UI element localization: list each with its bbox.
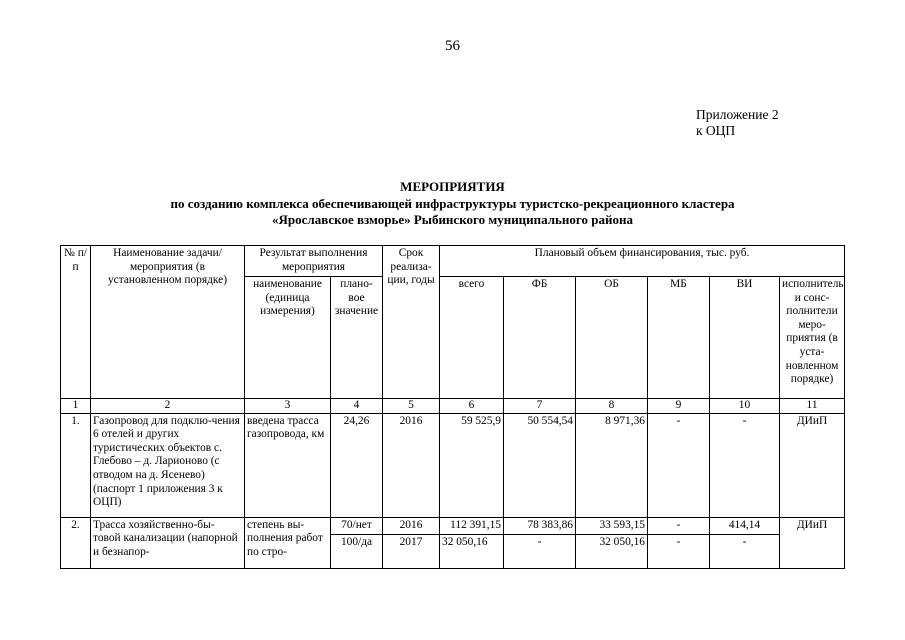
row-result-name: введена трасса газопровода, км <box>245 413 331 517</box>
row-mb: - <box>648 534 710 568</box>
row-plan: 70/нет <box>331 517 383 534</box>
col-number: 8 <box>576 399 648 414</box>
row-ob: 32 050,16 <box>576 534 648 568</box>
col-number: 11 <box>780 399 845 414</box>
row-name: Газопровод для подклю-чения 6 отелей и других туристических объектов с. Глебово – д. Ларионово (с отводом на д. Ясенево) (паспорт 1 приложения 3 к ОЦП) <box>91 413 245 517</box>
appendix-line-1: Приложение 2 <box>696 107 779 122</box>
col-number: 9 <box>648 399 710 414</box>
table-row <box>61 517 845 534</box>
measures-table <box>60 245 845 569</box>
header-result: Результат выполнения мероприятия <box>245 246 383 277</box>
document-subtitle-line-1: по созданию комплекса обеспечивающей инфраструктуры туристско-рекреационного кластера <box>170 196 735 211</box>
row-ob: 33 593,15 <box>576 517 648 534</box>
row-result-name: степень вы-полнения работ по стро- <box>245 517 331 568</box>
header-fb: ФБ <box>504 277 576 399</box>
header-result-name: наименование (единица измерения) <box>245 277 331 399</box>
row-fb: - <box>504 534 576 568</box>
header-num: № п/п <box>61 246 91 399</box>
row-plan: 100/да <box>331 534 383 568</box>
col-number: 7 <box>504 399 576 414</box>
col-number: 3 <box>245 399 331 414</box>
row-vi: - <box>710 413 780 517</box>
row-total: 32 050,16 <box>440 534 504 568</box>
header-term: Срок реализа-ции, годы <box>383 246 440 399</box>
header-financing: Плановый объем финансирования, тыс. руб. <box>440 246 845 277</box>
row-year: 2016 <box>383 413 440 517</box>
row-executor: ДИиП <box>780 517 845 568</box>
col-number: 10 <box>710 399 780 414</box>
row-name: Трасса хозяйственно-бы-товой канализации (напорной и безнапор- <box>91 517 245 568</box>
row-mb: - <box>648 413 710 517</box>
row-ob: 8 971,36 <box>576 413 648 517</box>
document-title: МЕРОПРИЯТИЯ <box>400 179 505 194</box>
row-executor: ДИиП <box>780 413 845 517</box>
appendix-label <box>696 107 779 139</box>
row-num: 2. <box>61 517 91 568</box>
col-number: 4 <box>331 399 383 414</box>
header-result-plan: плано-вое значение <box>331 277 383 399</box>
row-total: 59 525,9 <box>440 413 504 517</box>
row-fb: 78 383,86 <box>504 517 576 534</box>
row-plan: 24,26 <box>331 413 383 517</box>
col-number: 5 <box>383 399 440 414</box>
table-row <box>61 413 845 517</box>
row-year: 2016 <box>383 517 440 534</box>
appendix-line-2: к ОЦП <box>696 123 736 138</box>
row-vi: 414,14 <box>710 517 780 534</box>
row-year: 2017 <box>383 534 440 568</box>
row-total: 112 391,15 <box>440 517 504 534</box>
header-ob: ОБ <box>576 277 648 399</box>
header-name: Наименование задачи/ мероприятия (в установленном порядке) <box>91 246 245 399</box>
row-vi: - <box>710 534 780 568</box>
col-number: 2 <box>91 399 245 414</box>
col-number: 6 <box>440 399 504 414</box>
header-mb: МБ <box>648 277 710 399</box>
row-num: 1. <box>61 413 91 517</box>
page-number: 56 <box>445 38 460 54</box>
header-vi: ВИ <box>710 277 780 399</box>
row-fb: 50 554,54 <box>504 413 576 517</box>
header-total: всего <box>440 277 504 399</box>
col-number: 1 <box>61 399 91 414</box>
header-executor: исполнитель и сонс-полнители меро-приятия (в уста-новленном порядке) <box>780 277 845 399</box>
row-mb: - <box>648 517 710 534</box>
document-subtitle-line-2: «Ярославское взморье» Рыбинского муниципального района <box>272 212 633 227</box>
column-numbers-row <box>61 399 845 414</box>
